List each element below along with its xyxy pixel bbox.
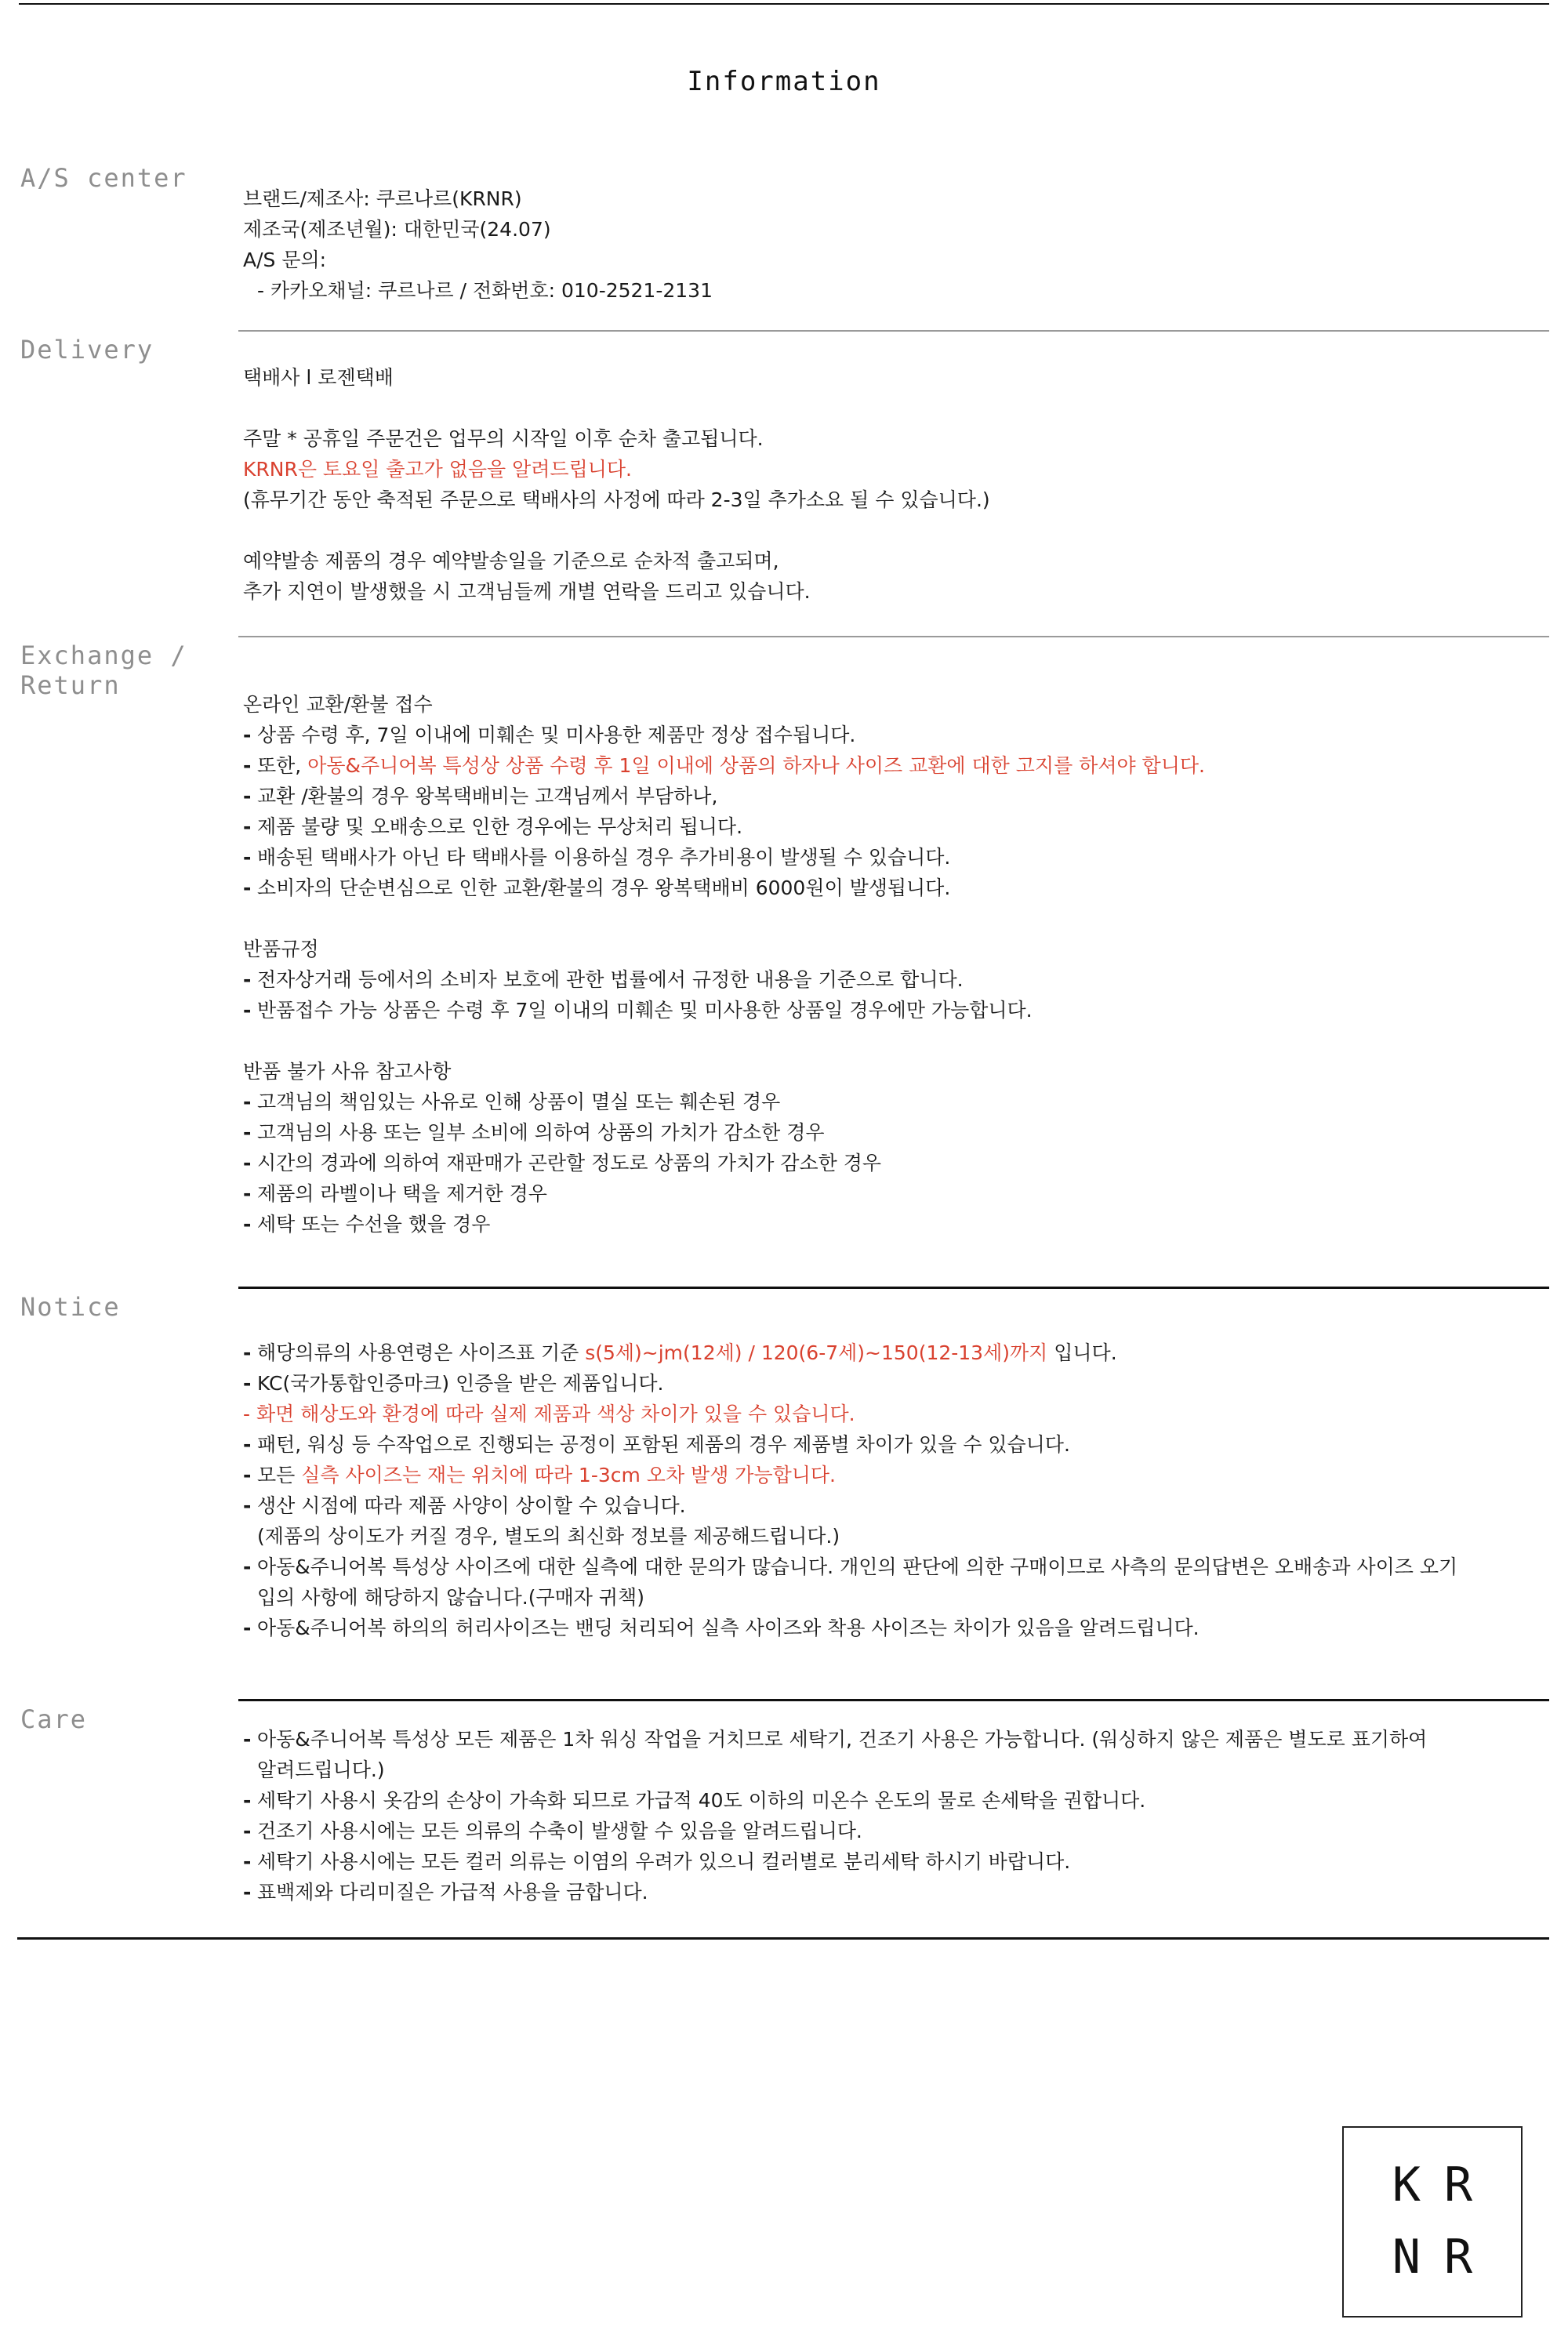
list-item: - 또한, 아동&주니어복 특성상 상품 수령 후 1일 이내에 상품의 하자나 사이즈 교환에 대한 고지를 하셔야 합니다. — [243, 754, 1205, 777]
section-label-care: Care — [20, 1704, 88, 1734]
list-item: - KC(국가통합인증마크) 인증을 받은 제품입니다. — [243, 1372, 664, 1395]
size-tolerance-red: 실측 사이즈는 재는 위치에 따라 1-3cm 오차 발생 가능합니다. — [301, 1464, 837, 1486]
section-label-delivery: Delivery — [20, 335, 154, 365]
list-item: - 아동&주니어복 하의의 허리사이즈는 밴딩 처리되어 실측 사이즈와 착용 사이즈는 차이가 있음을 알려드립니다. — [243, 1617, 1200, 1639]
color-difference-notice: - 화면 해상도와 환경에 따라 실제 제품과 색상 차이가 있을 수 있습니다. — [243, 1403, 855, 1425]
section-label-as-center: A/S center — [20, 163, 187, 193]
list-item: - 해당의류의 사용연령은 사이즈표 기준 s(5세)~jm(12세) / 120(6-7세)~150(12-13세)까지 입니다. — [243, 1341, 1117, 1364]
list-item: - 세탁기 사용시에는 모든 컬러 의류는 이염의 우려가 있으니 컬러별로 분리세탁 하시기 바랍니다. — [243, 1850, 1071, 1873]
list-item: - 건조기 사용시에는 모든 의류의 수축이 발생할 수 있음을 알려드립니다. — [243, 1820, 862, 1842]
no-return-title: 반품 불가 사유 참고사항 — [243, 1060, 452, 1083]
section-label-notice: Notice — [20, 1292, 121, 1322]
logo-row-top: KR — [1392, 2158, 1497, 2212]
as-center-content — [243, 183, 1552, 306]
courier-info: 택배사 l 로젠택배 — [243, 366, 394, 389]
list-item: - 제품 불량 및 오배송으로 인한 경우에는 무상처리 됩니다. — [243, 815, 743, 838]
list-item: - 고객님의 사용 또는 일부 소비에 의하여 상품의 가치가 감소한 경우 — [243, 1121, 825, 1144]
notice-content — [243, 1338, 1552, 1643]
list-item-continuation: 알려드립니다.) — [257, 1759, 385, 1781]
list-item: - 전자상거래 등에서의 소비자 보호에 관한 법률에서 규정한 내용을 기준으로 합니다. — [243, 968, 964, 991]
delivery-content — [243, 362, 1552, 607]
list-item: - 패턴, 워싱 등 수작업으로 진행되는 공정이 포함된 제품의 경우 제품별 차이가 있을 수 있습니다. — [243, 1433, 1070, 1456]
care-content — [243, 1724, 1552, 1907]
notice-divider — [238, 1287, 1549, 1289]
weekend-notice: 주말 * 공휴일 주문건은 업무의 시작일 이후 순차 출고됩니다. — [243, 427, 764, 450]
section-label-exchange-return: Exchange / Return — [20, 641, 187, 700]
list-item: - 교환 /환불의 경우 왕복택배비는 고객님께서 부담하나, — [243, 785, 718, 808]
list-item: - 제품의 라벨이나 택을 제거한 경우 — [243, 1182, 547, 1205]
krnr-logo — [1342, 2126, 1523, 2318]
list-item: - 아동&주니어복 특성상 모든 제품은 1차 워싱 작업을 거치므로 세탁기, 건조기 사용은 가능합니다. (워싱하지 않은 제품은 별도로 표기하여 — [243, 1728, 1428, 1751]
page-title: Information — [687, 66, 881, 97]
brand-manufacturer: 브랜드/제조사: 쿠르나르(KRNR) — [243, 187, 522, 210]
list-item: - 반품접수 가능 상품은 수령 후 7일 이내의 미훼손 및 미사용한 상품일 경우에만 가능합니다. — [243, 999, 1033, 1022]
list-item: - 아동&주니어복 특성상 사이즈에 대한 실측에 대한 문의가 많습니다. 개인의 판단에 의한 구매이므로 사측의 문의답변은 오배송과 사이즈 오기 — [243, 1555, 1458, 1578]
list-item: - 모든 실측 사이즈는 재는 위치에 따라 1-3cm 오차 발생 가능합니다. — [243, 1464, 837, 1486]
delay-contact-notice: 추가 지연이 발생했을 시 고객님들께 개별 연락을 드리고 있습니다. — [243, 580, 811, 603]
spec-update-note: (제품의 상이도가 커질 경우, 별도의 최신화 정보를 제공해드립니다.) — [257, 1525, 840, 1548]
preorder-notice: 예약발송 제품의 경우 예약발송일을 기준으로 순차적 출고되며, — [243, 550, 779, 572]
exchange-warning-red: 아동&주니어복 특성상 상품 수령 후 1일 이내에 상품의 하자나 사이즈 교환에 대한 고지를 하셔야 합니다. — [307, 754, 1205, 777]
age-range-red: s(5세)~jm(12세) / 120(6-7세)~150(12-13세)까지 — [585, 1341, 1048, 1364]
as-center-divider — [238, 330, 1549, 332]
online-exchange-title: 온라인 교환/환불 접수 — [243, 693, 433, 716]
list-item-continuation: 입의 사항에 해당하지 않습니다.(구매자 귀책) — [257, 1586, 644, 1609]
list-item: - 상품 수령 후, 7일 이내에 미훼손 및 미사용한 제품만 정상 접수됩니다. — [243, 724, 856, 746]
as-inquiry-label: A/S 문의: — [243, 249, 327, 271]
list-item: - 세탁기 사용시 옷감의 손상이 가속화 되므로 가급적 40도 이하의 미온수 온도의 물로 손세탁을 권합니다. — [243, 1789, 1146, 1812]
holiday-delay-notice: (휴무기간 동안 축적된 주문으로 택배사의 사정에 따라 2-3일 추가소요 될 수 있습니다.) — [243, 488, 990, 511]
bottom-divider — [17, 1937, 1549, 1940]
list-item: - 배송된 택배사가 아닌 타 택배사를 이용하실 경우 추가비용이 발생될 수 있습니다. — [243, 846, 951, 869]
logo-row-bottom: NR — [1392, 2230, 1497, 2285]
care-divider — [238, 1699, 1549, 1701]
country-of-manufacture: 제조국(제조년월): 대한민국(24.07) — [243, 218, 551, 241]
delivery-divider — [238, 636, 1549, 637]
list-item: - 시간의 경과에 의하여 재판매가 곤란할 정도로 상품의 가치가 감소한 경우 — [243, 1152, 882, 1174]
list-item: - 고객님의 책임있는 사유로 인해 상품이 멸실 또는 훼손된 경우 — [243, 1091, 781, 1113]
saturday-notice: KRNR은 토요일 출고가 없음을 알려드립니다. — [243, 458, 632, 481]
list-item: - 소비자의 단순변심으로 인한 교환/환불의 경우 왕복택배비 6000원이 발생됩니다. — [243, 877, 951, 899]
return-policy-title: 반품규정 — [243, 938, 319, 960]
as-contact-line: - 카카오채널: 쿠르나르 / 전화번호: 010-2521-2131 — [257, 279, 713, 302]
top-divider — [19, 3, 1549, 5]
list-item: - 생산 시점에 따라 제품 사양이 상이할 수 있습니다. — [243, 1494, 686, 1517]
list-item: - 세탁 또는 수선을 했을 경우 — [243, 1213, 491, 1236]
exchange-content — [243, 689, 1552, 1240]
list-item: - 표백제와 다리미질은 가급적 사용을 금합니다. — [243, 1881, 648, 1904]
